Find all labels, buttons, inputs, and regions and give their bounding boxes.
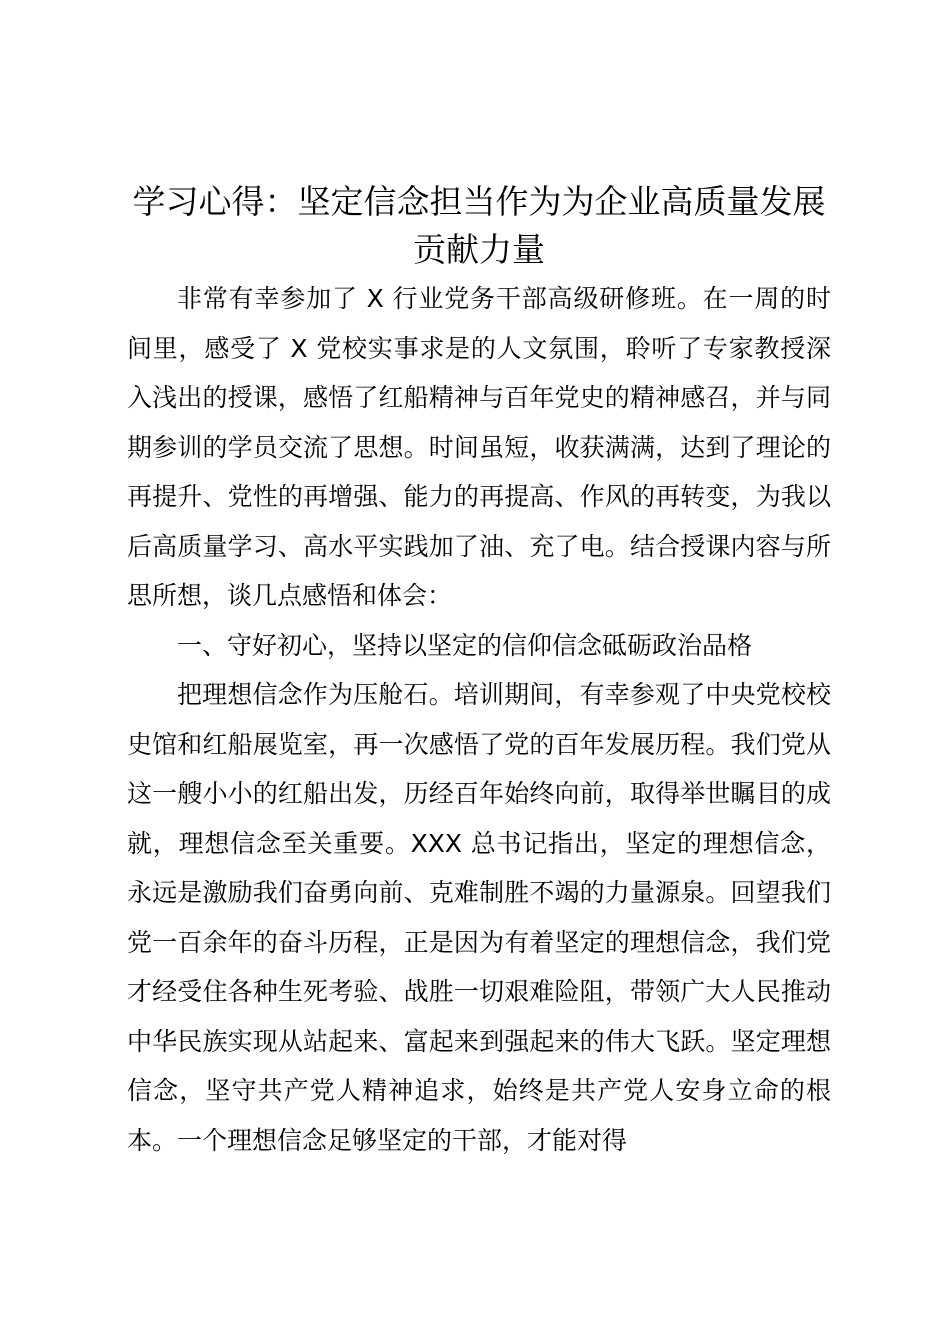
document-title: 学习心得：坚定信念担当作为为企业高质量发展贡献力量 — [132, 182, 826, 269]
section-heading-1: 一、守好初心，坚持以坚定的信仰信念砥砺政治品格 — [177, 630, 753, 660]
document-body — [127, 178, 831, 1165]
intro-paragraph: 非常有幸参加了 X 行业党务干部高级研修班。在一周的时间里，感受了 X 党校实事求是的人文氛围，聆听了专家教授深入浅出的授课，感悟了红船精神与百年党史的精神感召，并与同期参训的学员交流了思想。时间虽短，收获满满，达到了理论的再提升、党性的再增强、能力的再提高、作风的再转变，为我以后高质量学习、高水平实践加了油、充了电。结合授课内容与所思所想，谈几点感悟和体会： — [127, 284, 831, 610]
section-paragraph-1: 把理想信念作为压舱石。培训期间，有幸参观了中央党校校史馆和红船展览室，再一次感悟了党的百年发展历程。我们党从这一艘小小的红船出发，历经百年始终向前，取得举世瞩目的成就，理想信念至关重要。XXX 总书记指出，坚定的理想信念，永远是激励我们奋勇向前、克难制胜不竭的力量源泉。回望我们党一百余年的奋斗历程，正是因为有着坚定的理想信念，我们党才经受住各种生死考验、战胜一切艰难险阻，带领广大人民推动中华民族实现从站起来、富起来到强起来的伟大飞跃。坚定理想信念，坚守共产党人精神追求，始终是共产党人安身立命的根本。一个理想信念足够坚定的干部，才能对得 — [127, 680, 831, 1155]
